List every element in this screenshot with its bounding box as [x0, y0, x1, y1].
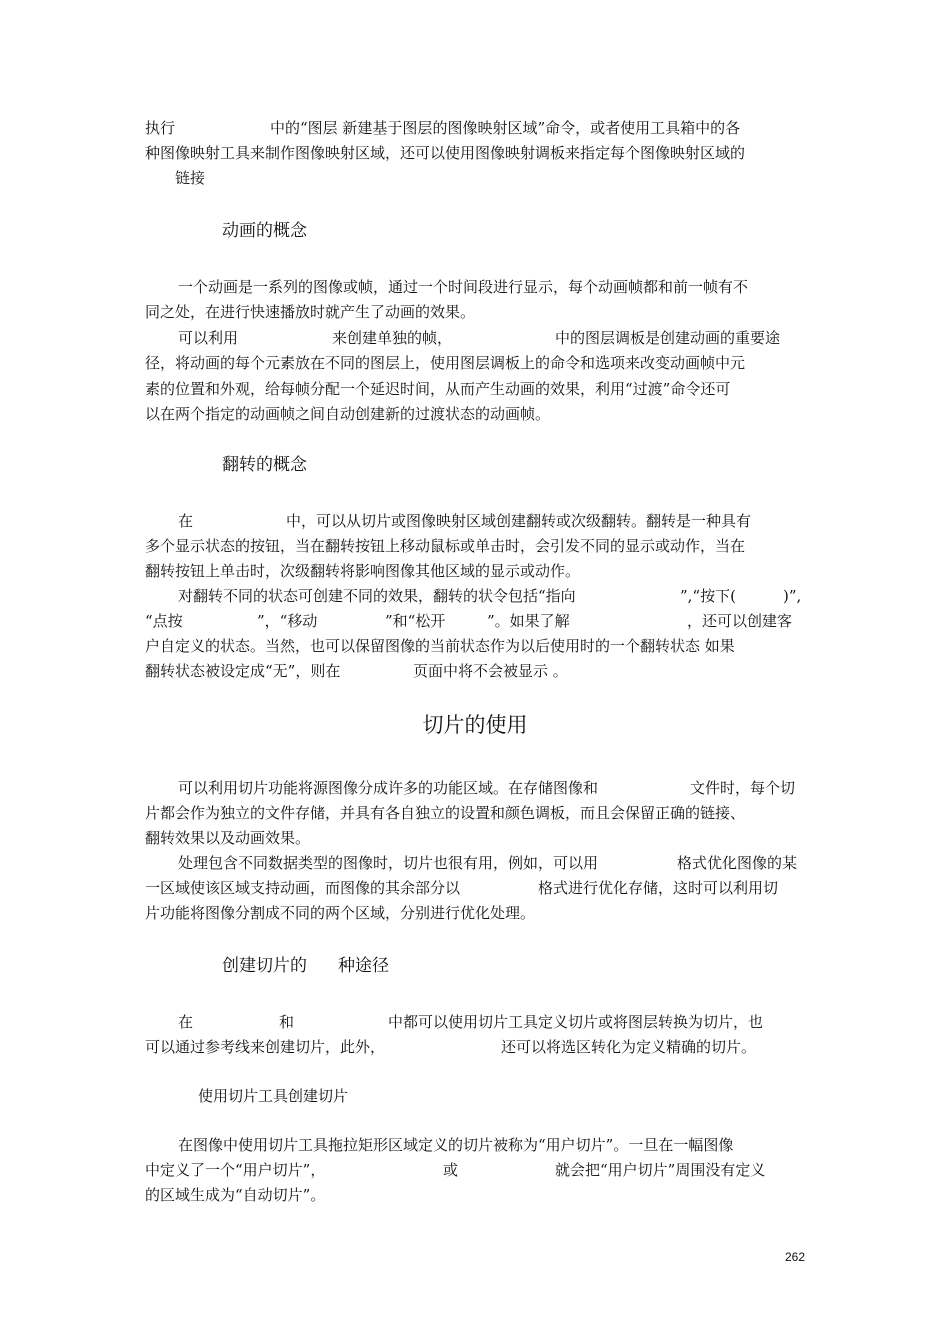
page-number: 262 — [784, 1250, 805, 1264]
paragraph-2-line-1: 一个动画是一系列的图像或帧，通过一个时间段进行显示，每个动画帧都和前一帧有不 — [178, 278, 749, 296]
paragraph-5-line-3: 户自定义的状态。当然，也可以保留图像的当前状态作为以后使用时的一个翻转状态 如果 — [145, 637, 735, 655]
paragraph-1-line-2: 种图像映射工具来制作图像映射区域，还可以使用图像映射调板来指定每个图像映射区域的 — [145, 144, 746, 162]
paragraph-4-line-3: 翻转按钮上单击时，次级翻转将影响图像其他区域的显示或动作。 — [145, 562, 581, 580]
heading-animation: 动画的概念 — [222, 221, 307, 241]
paragraph-7-line-3: 片功能将图像分割成不同的两个区域，分别进行优化处理。 — [145, 904, 536, 922]
paragraph-3-line-3: 素的位置和外观，给每帧分配一个延迟时间，从而产生动画的效果，利用“过渡”命令还可 — [145, 380, 731, 398]
paragraph-6-line-3: 翻转效果以及动画效果。 — [145, 829, 311, 847]
paragraph-9-line-3: 的区域生成为“自动切片”。 — [145, 1186, 326, 1204]
paragraph-3-line-2: 径，将动画的每个元素放在不同的图层上，使用图层调板上的命令和选项来改变动画帧中元 — [145, 354, 746, 372]
heading-rollover: 翻转的概念 — [222, 455, 307, 475]
paragraph-6-line-2: 片都会作为独立的文件存储，并具有各自独立的设置和颜色调板，而且会保留正确的链接、 — [145, 804, 746, 822]
paragraph-2-line-2: 同之处，在进行快速播放时就产生了动画的效果。 — [145, 303, 476, 321]
paragraph-4-line-2: 多个显示状态的按钮，当在翻转按钮上移动鼠标或单击时，会引发不同的显示或动作，当在 — [145, 537, 746, 555]
paragraph-1-line-3: 链接 — [175, 169, 206, 187]
paragraph-9-line-1: 在图像中使用切片工具拖拉矩形区域定义的切片被称为“用户切片”。一旦在一幅图像 — [178, 1136, 734, 1154]
document-page: 执行 中的“图层 新建基于图层的图像映射区域”命令，或者使用工具箱中的各 种图像映射工具来制作图像映射区域，还可以使用图像映射调板来指定每个图像映射区域的 链接 动画的概念 一个动画是一系列的图像或帧，通过一个时间段进行显示，每个动画帧都和前一帧有不 同之处，在进行快速播放时就产生了动画的效果。 可以利用 来创建单独的帧， 中的图层调板是创建动画的重要途 径，将动画的每个元素放在不同的图层上，使用图层调板上的命令和选项来改变动画帧中元 素的位置和外观，给每帧分配一个延迟时间，从而产生动画的效果，利用“过渡”命令还可 以在两个指定的动画帧之间自动创建新的过渡状态的动画帧。 翻转的概念 在 中，可以从切片或图像映射区域创建翻转或次级翻转。翻转是一种具有 多个显示状态的按钮，当在翻转按钮上移动鼠标或单击时，会引发不同的显示或动作，当在 翻转按钮上单击时，次级翻转将影响图像其他区域的显示或动作。 对翻转不同的状态可创建不同的效果，翻转的状令包括“指向 ”,“按下( )”, “点按 ”，“移动 ”和“松开 ”。如果了解 ，还可以创建客 户自定义的状态。当然，也可以保留图像的当前状态作为以后使用时的一个翻转状态 如果 翻转状态被设定成“无”，则在 页面中将不会被显示 。 切片的使用 可以利用切片功能将源图像分成许多的功能区域。在存储图像和 文件时，每个切 片都会作为独立的文件存储，并具有各自独立的设置和颜色调板，而且会保留正确的链接、 翻转效果以及动画效果。 处理包含不同数据类型的图像时，切片也很有用，例如，可以用 格式优化图像的某 一区域使该区域支持动画，而图像的其余部分以 格式进行优化存储，这时可以利用切 片功能将图像分割成不同的两个区域，分别进行优化处理。 创建切片的 种途径 在 和 中都可以使用切片工具定义切片或将图层转换为切片，也 可以通过参考线来创建切片，此外， 还可以将选区转化为定义精确的切片。 使用切片工具创建切片 在图像中使用切片工具拖拉矩形区域定义的切片被称为“用户切片”。一旦在一幅图像 中定义了一个“用户切片”， 或 就会把“用户切片”周围没有定义 的区域生成为“自动切片”。 262 — [0, 0, 950, 1344]
heading-slice-tool: 使用切片工具创建切片 — [198, 1087, 349, 1105]
paragraph-3-line-4: 以在两个指定的动画帧之间自动创建新的过渡状态的动画帧。 — [145, 405, 551, 423]
heading-slices: 切片的使用 — [422, 713, 528, 737]
